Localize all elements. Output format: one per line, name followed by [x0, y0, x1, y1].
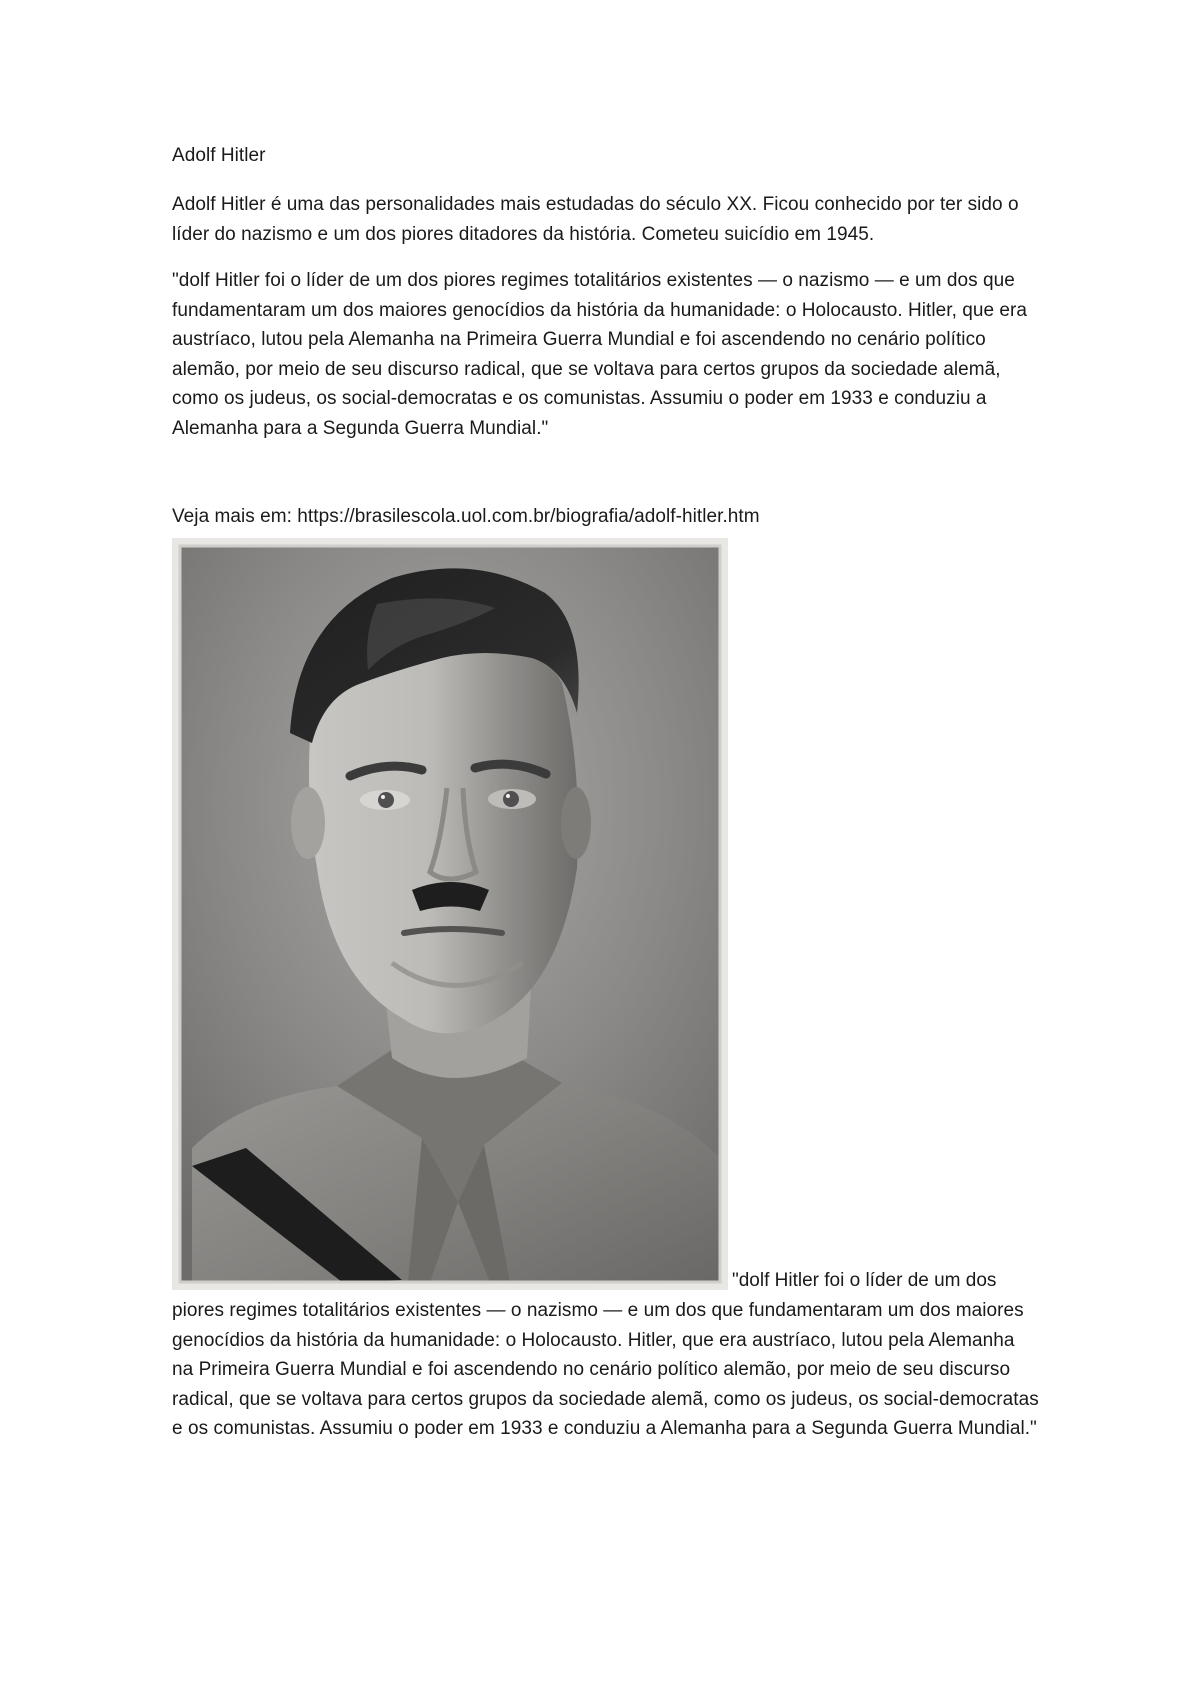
intro-paragraph: Adolf Hitler é uma das personalidades mais estudadas do século XX. Ficou conhecido por ter sido o líder do nazismo e um dos piores ditadores da história. Cometeu suicídio em 1945. [172, 194, 1019, 245]
quote-repeat-paragraph: piores regimes totalitários existentes — o nazismo — e um dos que fundamentaram um dos maiores genocídios da história da humanidade: o Holocausto. Hitler, que era austríaco, lutou pela Alemanha na Primeira Guerra Mundial e foi ascendendo no cenário político alemão, por meio de seu discurso radical, que se voltava para certos grupos da sociedade alemã, como os judeus, os social-democratas e os comunistas. Assumiu o poder em 1933 e conduziu a Alemanha para a Segunda Guerra Mundial." [172, 1300, 1039, 1439]
document-title: Adolf Hitler [172, 145, 266, 166]
source-link-text: Veja mais em: https://brasilescola.uol.com.br/biografia/adolf-hitler.htm [172, 506, 760, 527]
portrait-image-icon [172, 538, 728, 1290]
portrait-photo [172, 538, 728, 1290]
quote-repeat-first-line: "dolf Hitler foi o líder de um dos [732, 1270, 997, 1291]
quote-paragraph: "dolf Hitler foi o líder de um dos piores regimes totalitários existentes — o nazismo — e um dos que fundamentaram um dos maiores genocídios da história da humanidade: o Holocausto. Hitler, que era austríaco, lutou pela Alemanha na Primeira Guerra Mundial e foi ascendendo no cenário político alemão, por meio de seu discurso radical, que se voltava para certos grupos da sociedade alemã, como os judeus, os social-democratas e os comunistas. Assumiu o poder em 1933 e conduziu a Alemanha para a Segunda Guerra Mundial." [172, 270, 1028, 439]
